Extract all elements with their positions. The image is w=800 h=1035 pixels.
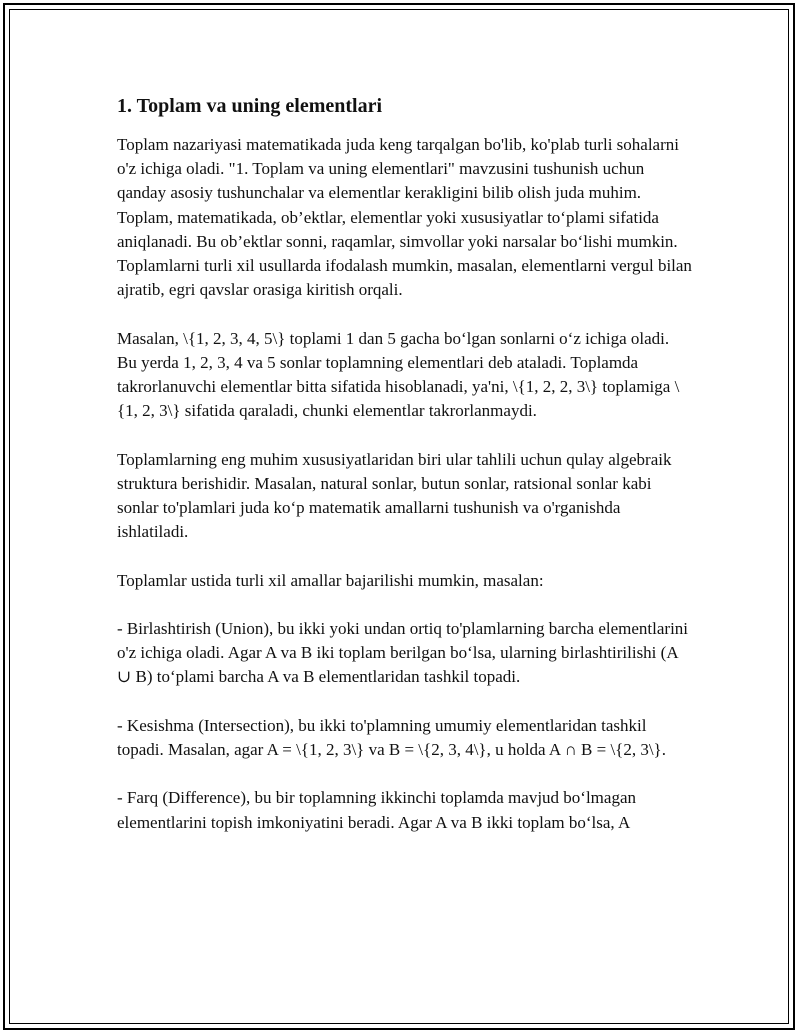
paragraph-operations-intro: Toplamlar ustida turli xil amallar bajarilishi mumkin, masalan: xyxy=(117,570,544,590)
document-body xyxy=(117,93,692,859)
paragraph-union: - Birlashtirish (Union), bu ikki yoki undan ortiq to'plamlarning barcha elementlarini o'z ichiga oladi. Agar A va B iki toplam berilgan bo‘lsa, ularning birlashtirilishi (A ∪ B) to‘plami barcha A va B elementlaridan tashkil topadi. xyxy=(117,619,689,687)
section-heading: 1. Toplam va uning elementlari xyxy=(117,95,383,117)
paragraph-difference: - Farq (Difference), bu bir toplamning ikkinchi toplamda mavjud bo‘lmagan elementlarini topish imkoniyatini beradi. Agar A va B ikki toplam bo‘lsa, A xyxy=(117,788,636,832)
paragraph-example: Masalan, \{1, 2, 3, 4, 5\} toplami 1 dan 5 gacha bo‘lgan sonlarni o‘z ichiga oladi. Bu yerda 1, 2, 3, 4 va 5 sonlar toplamning elementlari deb ataladi. Toplamda takrorlanuvchi elementlar bitta sifatida hisoblanadi, ya'ni, \{1, 2, 2, 3\} toplamiga \{1, 2, 3\} sifatida qaraladi, chunki elementlar takrorlanmaydi. xyxy=(117,328,680,421)
paragraph-properties: Toplamlarning eng muhim xususiyatlaridan biri ular tahlili uchun qulay algebraik struktura berishidir. Masalan, natural sonlar, butun sonlar, ratsional sonlar kabi sonlar to'plamlari juda ko‘p matematik amallarni tushunish va o'rganishda ishlatiladi. xyxy=(117,449,672,542)
paragraph-intro: Toplam nazariyasi matematikada juda keng tarqalgan bo'lib, ko'plab turli sohalarni o'z ichiga oladi. "1. Toplam va uning elementlari" mavzusini tushunish uchun qanday asosiy tushunchalar va elementlar kerakligini bilib olish juda muhim. Toplam, matematikada, ob’ektlar, elementlar yoki xususiyatlar to‘plami sifatida aniqlanadi. Bu ob’ektlar sonni, raqamlar, simvollar yoki narsalar bo‘lishi mumkin. Toplamlarni turli xil usullarda ifodalash mumkin, masalan, elementlarni vergul bilan ajratib, egri qavslar orasiga kiritish orqali. xyxy=(117,135,692,300)
paragraph-intersection: - Kesishma (Intersection), bu ikki to'plamning umumiy elementlaridan tashkil topadi. Masalan, agar A = \{1, 2, 3\} va B = \{2, 3, 4\}, u holda A ∩ B = \{2, 3\}. xyxy=(117,715,666,759)
